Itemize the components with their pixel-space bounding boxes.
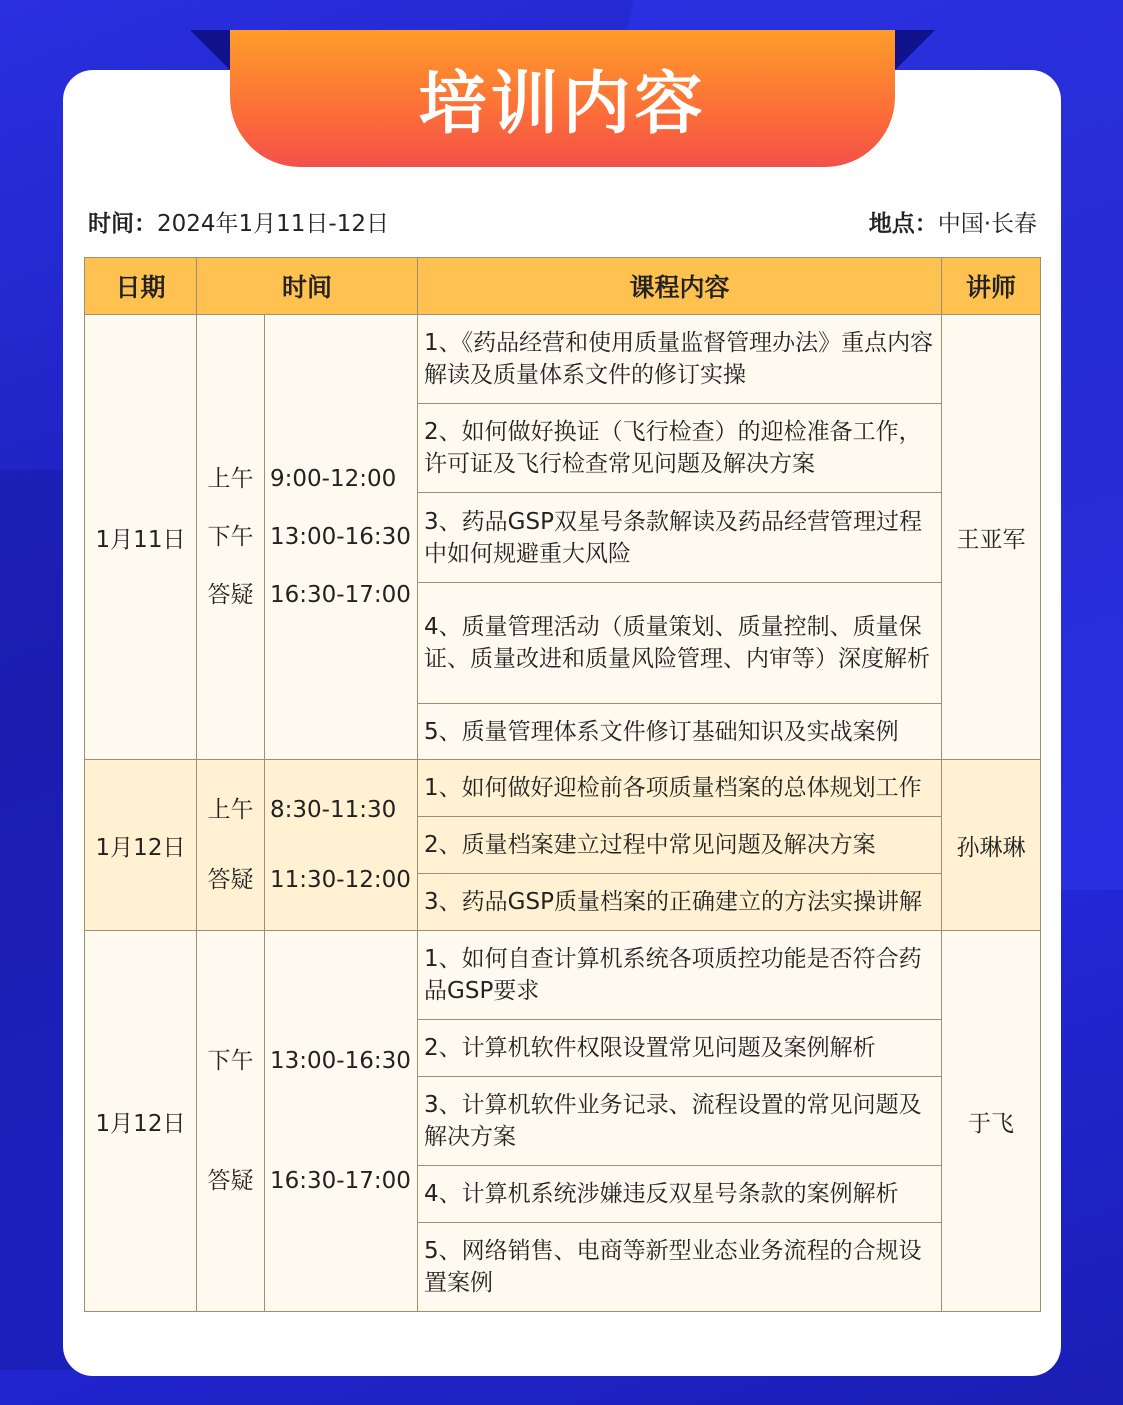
header-time: 时间 — [197, 258, 418, 315]
course-item: 5、质量管理体系文件修订基础知识及实战案例 — [418, 704, 942, 760]
slot-time: 16:30-17:00 — [270, 1168, 411, 1194]
course-item: 3、药品GSP质量档案的正确建立的方法实操讲解 — [418, 874, 942, 931]
lecturer: 王亚军 — [942, 315, 1041, 760]
slot-time: 11:30-12:00 — [270, 867, 411, 893]
session-date: 1月11日 — [85, 315, 197, 760]
course-item: 5、网络销售、电商等新型业态业务流程的合规设置案例 — [418, 1223, 942, 1312]
course-item: 4、计算机系统涉嫌违反双星号条款的案例解析 — [418, 1166, 942, 1223]
course-item: 1、《药品经营和使用质量监督管理办法》重点内容解读及质量体系文件的修订实操 — [418, 315, 942, 404]
lecturer: 于飞 — [942, 931, 1041, 1312]
table-row — [85, 760, 1041, 817]
slot-time: 16:30-17:00 — [270, 582, 411, 608]
slot-label: 下午 — [207, 1048, 254, 1074]
slot-time: 13:00-16:30 — [270, 524, 411, 550]
session-date: 1月12日 — [85, 931, 197, 1312]
header-date: 日期 — [85, 258, 197, 315]
header-lecturer: 讲师 — [942, 258, 1041, 315]
place-label: 地点： — [868, 211, 938, 237]
table-row — [85, 931, 1041, 1020]
slot-time: 9:00-12:00 — [270, 466, 397, 492]
lecturer: 孙琳琳 — [942, 760, 1041, 931]
time-label: 时间： — [88, 211, 157, 237]
page-title: 培训内容 — [418, 65, 707, 144]
slot-times — [265, 315, 418, 760]
course-item: 2、如何做好换证（飞行检查）的迎检准备工作，许可证及飞行检查常见问题及解决方案 — [418, 404, 942, 493]
schedule-table — [84, 257, 1041, 1312]
course-item: 1、如何做好迎检前各项质量档案的总体规划工作 — [418, 760, 942, 817]
slot-label: 下午 — [207, 524, 254, 550]
slot-labels — [197, 760, 265, 931]
slot-label: 上午 — [207, 797, 254, 823]
time-value: 2024年1月11日-12日 — [157, 211, 389, 237]
header-content: 课程内容 — [418, 258, 942, 315]
slot-labels — [197, 931, 265, 1312]
ribbon-fold-right — [895, 30, 935, 70]
course-item: 3、计算机软件业务记录、流程设置的常见问题及解决方案 — [418, 1077, 942, 1166]
course-item: 2、计算机软件权限设置常见问题及案例解析 — [418, 1020, 942, 1077]
place-value: 中国·长春 — [937, 211, 1037, 237]
slot-label: 答疑 — [207, 582, 254, 608]
slot-labels — [197, 315, 265, 760]
course-item: 1、如何自查计算机系统各项质控功能是否符合药品GSP要求 — [418, 931, 942, 1020]
meta-place — [869, 205, 1037, 238]
table-row — [85, 315, 1041, 404]
title-ribbon — [230, 30, 895, 167]
session-date: 1月12日 — [85, 760, 197, 931]
slot-label: 答疑 — [207, 1168, 254, 1194]
table-header-row — [85, 258, 1041, 315]
slot-time: 8:30-11:30 — [270, 797, 397, 823]
ribbon-fold-left — [190, 30, 230, 70]
slot-label: 答疑 — [207, 867, 254, 893]
course-item: 2、质量档案建立过程中常见问题及解决方案 — [418, 817, 942, 874]
slot-time: 13:00-16:30 — [270, 1048, 411, 1074]
slot-times — [265, 931, 418, 1312]
slot-times — [265, 760, 418, 931]
meta-time — [88, 205, 389, 238]
slot-label: 上午 — [207, 466, 254, 492]
course-item: 3、药品GSP双星号条款解读及药品经营管理过程中如何规避重大风险 — [418, 493, 942, 583]
course-item: 4、质量管理活动（质量策划、质量控制、质量保证、质量改进和质量风险管理、内审等）深度解析 — [418, 583, 942, 704]
